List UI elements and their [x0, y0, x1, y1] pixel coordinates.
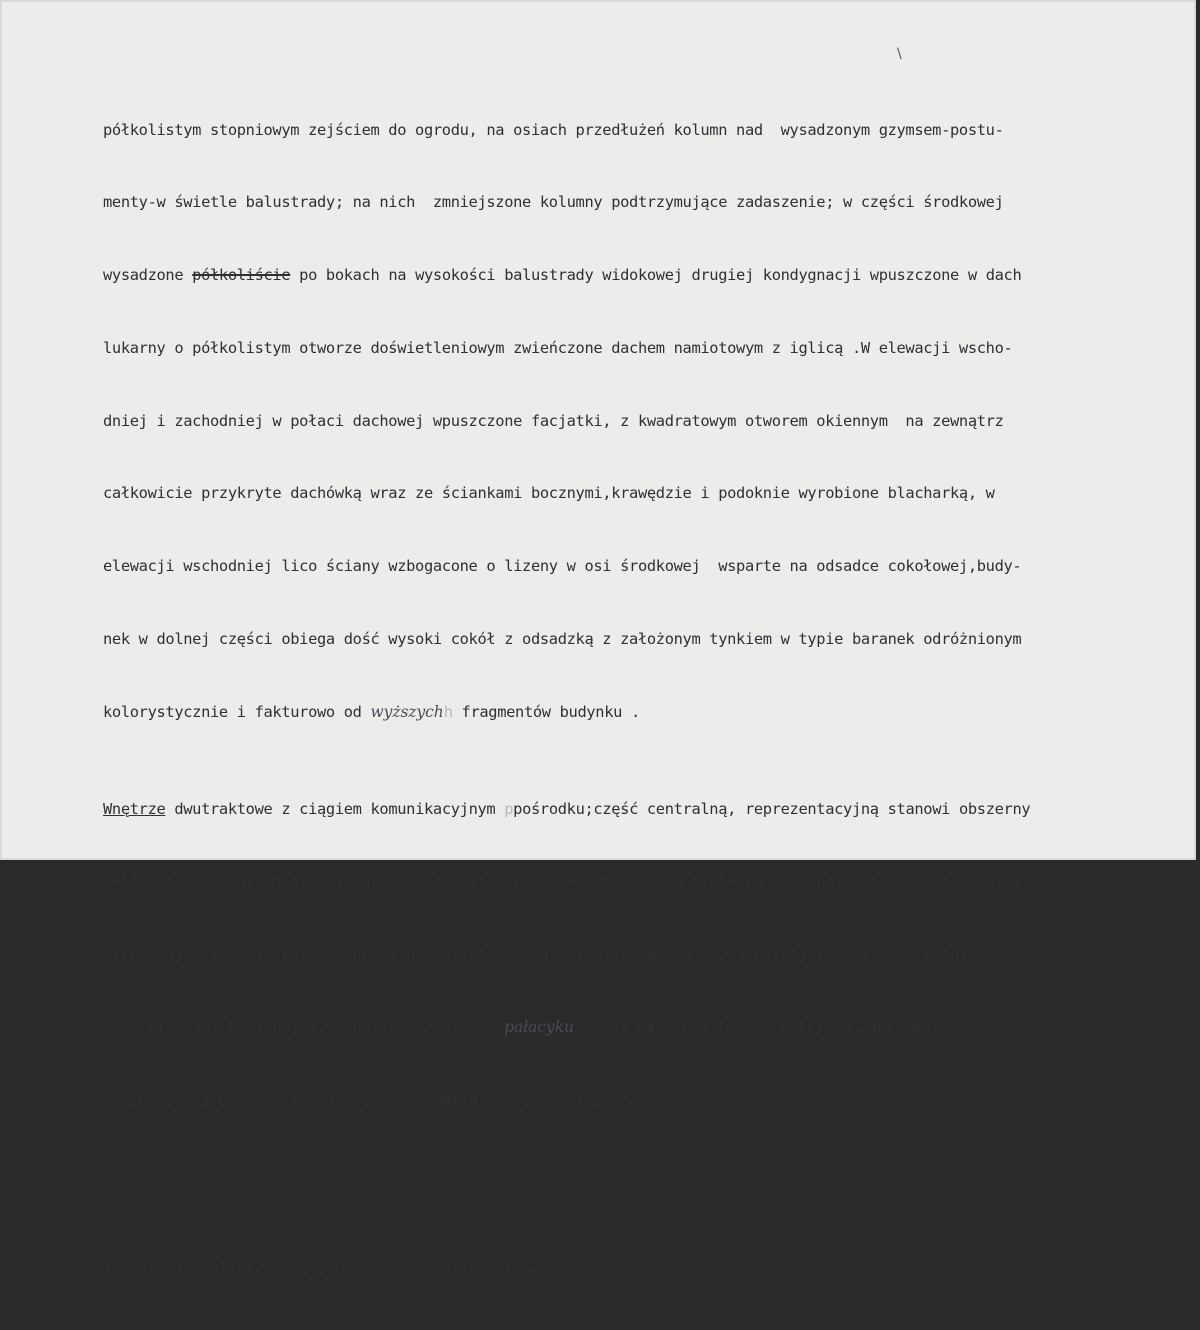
- text-line: elewacji wschodniej lico ściany wzbogacone o lizeny w osi środkowej wsparte na odsadce cokołowej,budy-: [103, 557, 1022, 575]
- text-line: nek w dolnej części obiega dość wysoki cokół z odsadzką z założonym tynkiem w typie baranek odróżnionym: [103, 629, 1022, 648]
- text-line: Wnętrze dwutraktowe z ciągiem komunikacyjnym ppośrodku;część centralną, reprezentacyjną stanowi obszerny: [103, 799, 1031, 818]
- text-line: lukarny o półkolistym otworze doświetleniowym zwieńczone dachem namiotowym z iglicą .W elewacji wscho-: [103, 338, 1013, 357]
- text-line: menty-w świetle balustrady; na nich zmniejszone kolumny podtrzymujące zadaszenie; w części środkowej: [103, 193, 1004, 212]
- text-line: żony płytkami kamiennymi, w pomieszczeniach, pałacyku na parterze fasety z fryzem ząbkowym ,: [103, 1017, 949, 1036]
- text-line: całkowicie przykryte dachówką wraz ze ściankami bocznymi,krawędzie i podoknie wyrobione blacharką, w: [103, 484, 995, 503]
- text-line: hall, doświetlony od strony ogrodu rozłożystą krosnowo- framugową stolarką okienną; w części wschodniej: [103, 872, 1022, 891]
- text-line: półkolistym stopniowym zejściem do ogrodu, na osiach przedłużeń kolumn nad wysadzonym gzymsem-postu-: [103, 120, 1004, 139]
- text-line: wysadzone półkoliście po bokach na wysokości balustrady widokowej drugiej kondygnacji wpuszczone w dach: [103, 266, 1022, 284]
- text-line: dniej i zachodniej w połaci dachowej wpuszczone facjatki, z kwadratowym otworem okiennym na zewnątrz: [103, 411, 1004, 430]
- corner-mark: \: [897, 46, 902, 62]
- handwritten-insertion: pałacyku: [504, 1017, 574, 1036]
- handwritten-insertion: wyższych: [370, 702, 444, 721]
- text-line: w większości pomieszczeń drzwi nowe, dorabiane , współczesne .: [103, 1090, 656, 1109]
- paragraph-gap: [103, 1185, 1178, 1209]
- text-line: wysadzony z lica ściany kominek z półkolistą wnęką paleniskową, na zewnątrz otynkowany, pierwotnie obło-: [103, 945, 1031, 963]
- page-text: [103, 69, 1178, 1330]
- installation-line: Instalacja: elektryczna ,CO, wodno-kanalizacyjna.: [103, 1260, 540, 1279]
- section-heading-interior: Wnętrze: [103, 799, 166, 818]
- text-line: kolorystycznie i fakturowo od wyższychh fragmentów budynku .: [103, 702, 640, 721]
- struck-word: półkoliście: [192, 266, 291, 284]
